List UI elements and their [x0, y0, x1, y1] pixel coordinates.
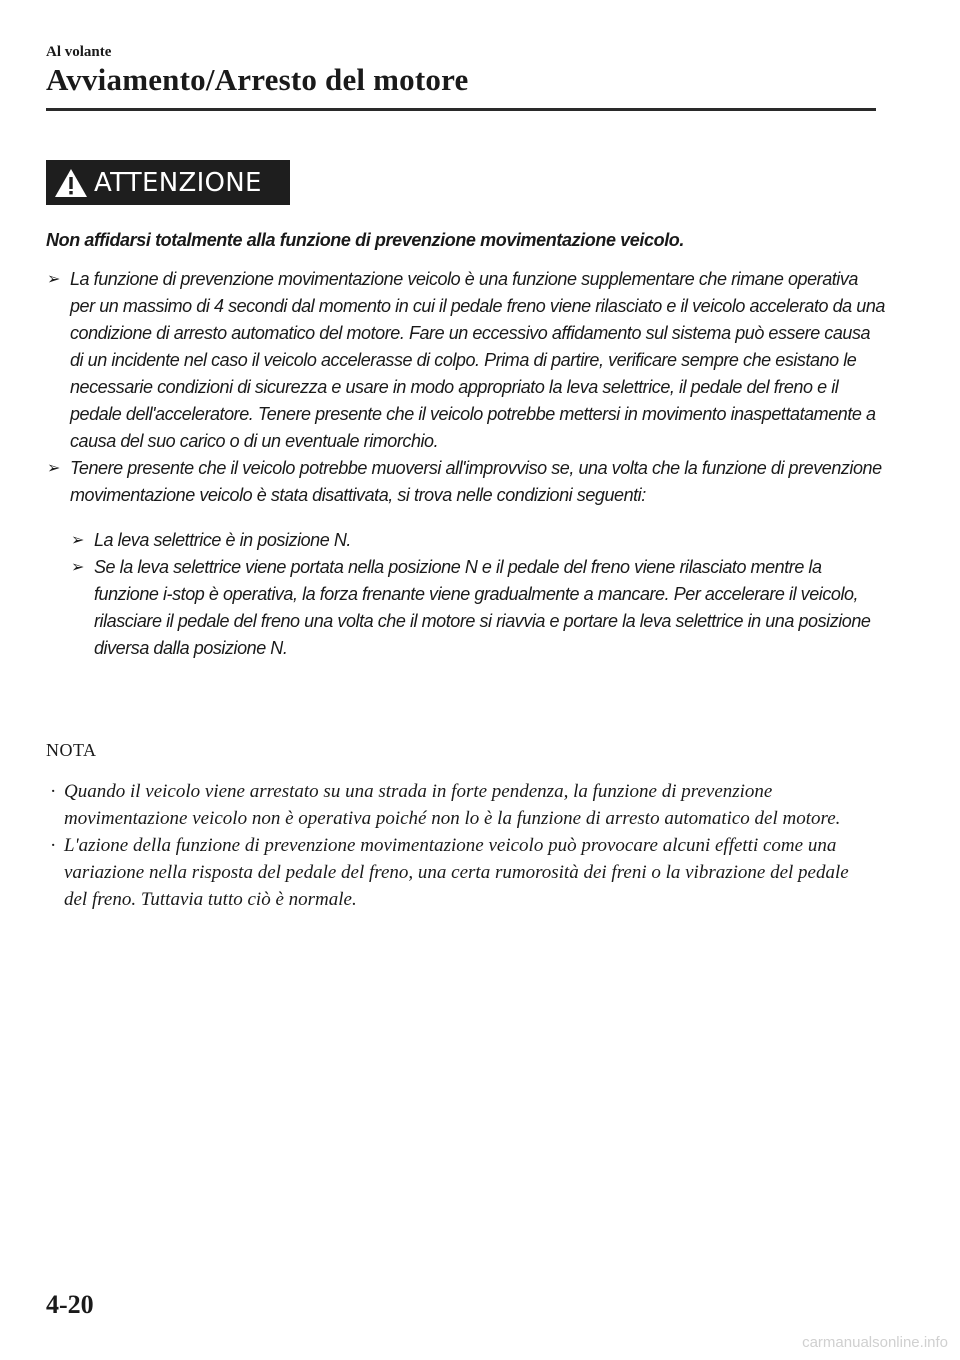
- warning-bullet-list: [46, 266, 886, 662]
- dot-bullet-icon: ·: [50, 781, 57, 802]
- warning-sub-bullet: [70, 527, 886, 554]
- arrow-bullet-icon: ➢: [71, 559, 84, 576]
- warning-bullet: [46, 266, 886, 455]
- warning-bullet-text: Tenere presente che il veicolo potrebbe muoversi all'improvviso se, una volta che la funzione di prevenzione movimentazione veicolo è stata disattivata, si trova nelle condizioni seguenti:: [70, 458, 882, 505]
- warning-sub-bullet: [70, 554, 886, 662]
- warning-triangle-icon: [54, 168, 88, 198]
- warning-title: ATTENZIONE: [94, 167, 262, 198]
- nota-item-text: L'azione della funzione di prevenzione movimentazione veicolo può provocare alcuni effetti come una variazione nella risposta del pedale del freno, una certa rumorosità dei freni o la vibrazione del pedale del freno. Tuttavia tutto ciò è normale.: [64, 835, 849, 910]
- warning-sub-bullet-text: Se la leva selettrice viene portata nella posizione N e il pedale del freno viene rilasciato mentre la funzione i-stop è operativa, la forza frenante viene gradualmente a mancare. Per accelerare il veicolo, rilasciare il pedale del freno una volta che il motore si riavvia e portare la leva selettrice in una posizione diversa dalla posizione N.: [94, 557, 871, 658]
- nota-list: [46, 778, 876, 913]
- nota-item-text: Quando il veicolo viene arrestato su una strada in forte pendenza, la funzione di prevenzione movimentazione veicolo non è operativa poiché non lo è la funzione di arresto automatico del motore.: [64, 781, 841, 829]
- page-number: 4-20: [46, 1290, 94, 1319]
- warning-bullet: [46, 455, 886, 509]
- watermark: carmanualsonline.info: [802, 1334, 948, 1351]
- nota-item: [46, 778, 876, 832]
- title-divider: [46, 108, 876, 111]
- dot-bullet-icon: ·: [50, 835, 57, 856]
- section-label: Al volante: [46, 44, 112, 60]
- warning-badge: [46, 160, 290, 205]
- warning-sub-bullet-text: La leva selettrice è in posizione N.: [94, 530, 351, 550]
- arrow-bullet-icon: ➢: [47, 271, 60, 288]
- warning-lead: Non affidarsi totalmente alla funzione di prevenzione movimentazione veicolo.: [46, 230, 684, 250]
- nota-title: NOTA: [46, 740, 97, 760]
- warning-bullet-text: La funzione di prevenzione movimentazione veicolo è una funzione supplementare che rimane operativa per un massimo di 4 secondi dal momento in cui il pedale freno viene rilasciato e il veicolo accelerato da una condizione di arresto automatico del motore. Fare un eccessivo affidamento sul sistema può essere causa di un incidente nel caso il veicolo accelerasse di colpo. Prima di partire, verificare sempre che esistano le necessarie condizioni di sicurezza e usare in modo appropriato la leva selettrice, il pedale del freno e il pedale dell'acceleratore. Tenere presente che il veicolo potrebbe mettersi in movimento inaspettatamente a causa del suo carico o di un eventuale rimorchio.: [70, 269, 885, 451]
- nota-item: [46, 832, 876, 913]
- arrow-bullet-icon: ➢: [47, 460, 60, 477]
- arrow-bullet-icon: ➢: [71, 532, 84, 549]
- warning-sub-list: [70, 527, 886, 662]
- page-title: Avviamento/Arresto del motore: [46, 62, 469, 97]
